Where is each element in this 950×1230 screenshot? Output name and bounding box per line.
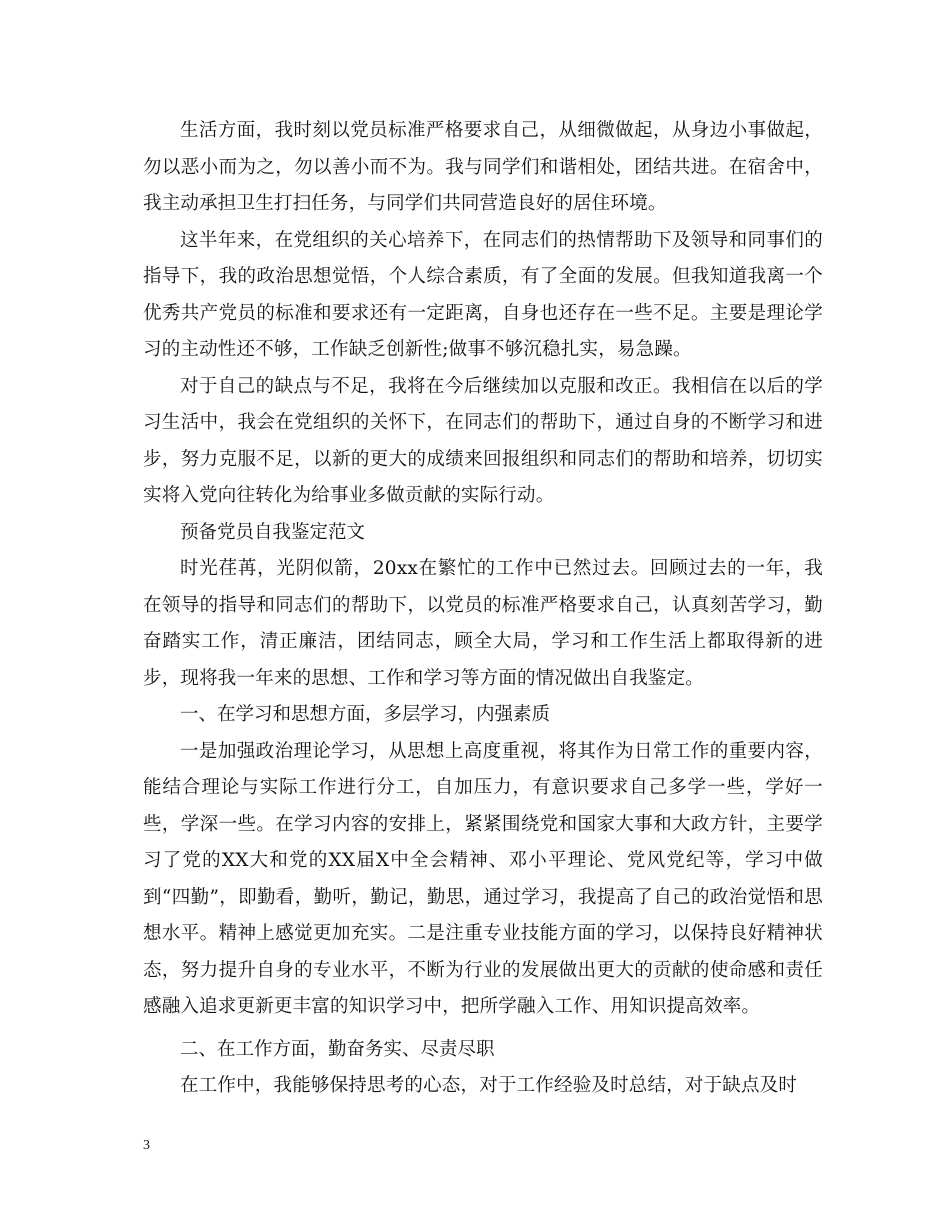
section-heading-study: 一、在学习和思想方面，多层学习，内强素质 bbox=[180, 704, 551, 725]
paragraph-year-review: 时光荏苒，光阴似箭，20xx在繁忙的工作中已然过去。回顾过去的一年，我在领导的指导和同志们的帮助下，以党员的标准严格要求自己，认真刻苦学习，勤奋踏实工作，清正廉洁，团结同志，顾全大局，学习和工作生活上都取得新的进步，现将我一年来的思想、工作和学习等方面的情况做出自我鉴定。 bbox=[143, 558, 823, 689]
paragraph-half-year: 这半年来，在党组织的关心培养下，在同志们的热情帮助下及领导和同事们的指导下，我的政治思想觉悟，个人综合素质，有了全面的发展。但我知道我离一个优秀共产党员的标准和要求还有一定距离，自身也还存在一些不足。主要是理论学习的主动性还不够，工作缺乏创新性;做事不够沉稳扎实，易急躁。 bbox=[143, 229, 823, 360]
paragraph-work-detail: 在工作中，我能够保持思考的心态，对于工作经验及时总结，对于缺点及时 bbox=[180, 1075, 798, 1096]
paragraph-study-detail: 一是加强政治理论学习，从思想上高度重视，将其作为日常工作的重要内容，能结合理论与实际工作进行分工，自加压力，有意识要求自己多学一些，学好一些，学深一些。在学习内容的安排上，紧紧围绕党和国家大事和大政方针，主要学习了党的XX大和党的XX届X中全会精神、邓小平理论、党风党纪等，学习中做到“四勤”，即勤看，勤听，勤记，勤思，通过学习，我提高了自己的政治觉悟和思想水平。精神上感觉更加充实。二是注重专业技能方面的学习，以保持良好精神状态，努力提升自身的专业水平，不断为行业的发展做出更大的贡献的使命感和责任感融入追求更新更丰富的知识学习中，把所学融入工作、用知识提高效率。 bbox=[143, 740, 823, 1017]
document-body bbox=[143, 113, 823, 1105]
section-title-sample: 预备党员自我鉴定范文 bbox=[180, 521, 366, 543]
paragraph-life: 生活方面，我时刻以党员标准严格要求自己，从细微做起，从身边小事做起，勿以恶小而为之，勿以善小而不为。我与同学们和谐相处，团结共进。在宿舍中，我主动承担卫生打扫任务，与同学们共同营造良好的居住环境。 bbox=[143, 120, 823, 214]
paragraph-shortcomings: 对于自己的缺点与不足，我将在今后继续加以克服和改正。我相信在以后的学习生活中，我会在党组织的关怀下，在同志们的帮助下，通过自身的不断学习和进步，努力克服不足，以新的更大的成绩来回报组织和同志们的帮助和培养，切切实实将入党向往转化为给事业多做贡献的实际行动。 bbox=[143, 375, 823, 506]
page-number: 3 bbox=[143, 1138, 150, 1153]
section-heading-work: 二、在工作方面，勤奋务实、尽责尽职 bbox=[180, 1038, 495, 1060]
